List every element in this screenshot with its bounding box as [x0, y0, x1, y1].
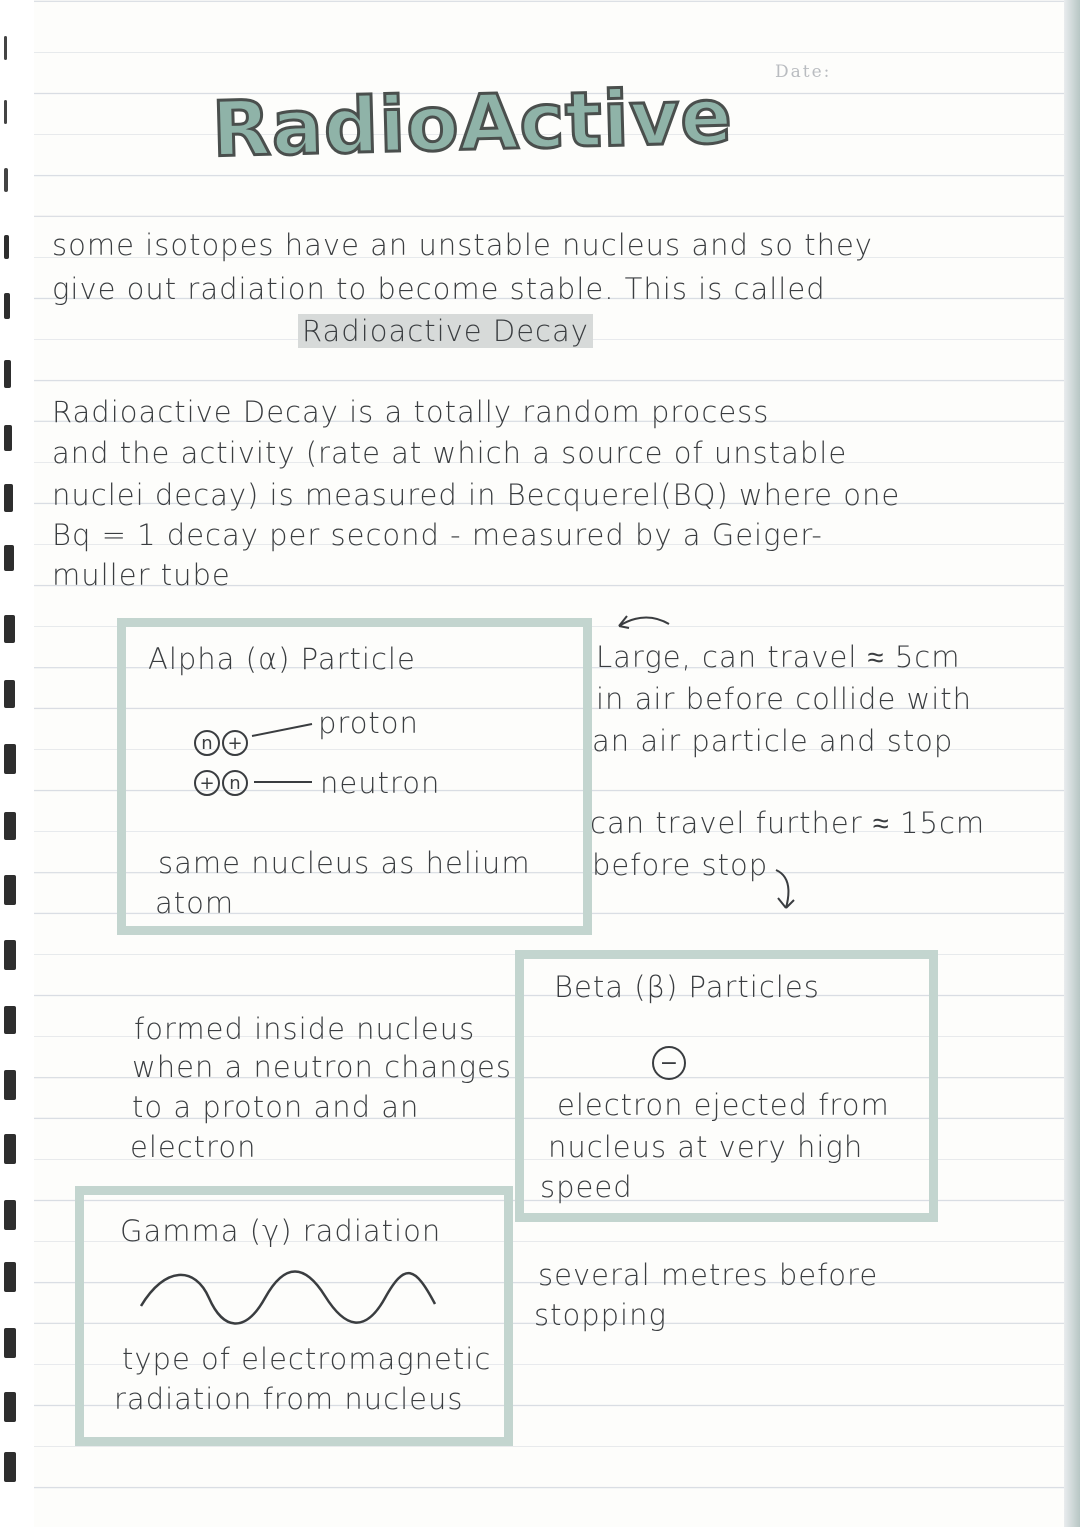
decay-line-3: nuclei decay) is measured in Becquerel(BQ) where one: [52, 478, 901, 512]
neutron-symbol: n: [222, 770, 248, 796]
binding-hole: [4, 1006, 16, 1034]
label-pointer-icon: [250, 720, 320, 800]
alpha-note-line-3: an air particle and stop: [592, 724, 954, 758]
alpha-desc-line-2: atom: [155, 886, 235, 920]
spiral-binding: [0, 0, 34, 1527]
beta-formed-line-2: when a neutron changes: [132, 1050, 512, 1084]
binding-hole: [4, 100, 7, 124]
beta-desc-line-2: nucleus at very high: [548, 1130, 864, 1164]
beta-range-line-1: can travel further ≈ 15cm: [590, 806, 986, 840]
curved-arrow-icon: [615, 608, 675, 634]
binding-hole: [4, 1134, 16, 1164]
gamma-desc-line-1: type of electromagnetic: [122, 1342, 492, 1376]
binding-hole: [4, 1200, 16, 1230]
decay-line-5: muller tube: [52, 558, 231, 592]
intro-line-2: give out radiation to become stable. This is called: [52, 272, 826, 306]
decay-line-2: and the activity (rate at which a source of unstable: [52, 436, 848, 470]
binding-hole: [4, 1070, 16, 1100]
gamma-range-line-2: stopping: [534, 1298, 667, 1332]
binding-hole: [4, 545, 14, 571]
page-title: RadioActive: [210, 71, 734, 174]
beta-desc-line-3: speed: [540, 1170, 633, 1204]
binding-hole: [4, 1328, 16, 1358]
neutron-symbol: n: [194, 730, 220, 756]
decay-line-1: Radioactive Decay is a totally random process: [52, 395, 770, 429]
decay-line-4: Bq = 1 decay per second - measured by a Geiger-: [52, 518, 823, 552]
intro-term: Radioactive Decay: [298, 314, 593, 348]
page-edge-shadow: [1064, 0, 1080, 1527]
beta-formed-line-3: to a proton and an: [132, 1090, 420, 1124]
down-arrow-icon: [770, 864, 810, 916]
binding-hole: [4, 235, 9, 259]
alpha-heading: Alpha (α) Particle: [148, 642, 416, 676]
intro-line-1: some isotopes have an unstable nucleus and so they: [52, 228, 873, 262]
alpha-desc-line-1: same nucleus as helium: [158, 846, 531, 880]
gamma-range-line-1: several metres before: [538, 1258, 879, 1292]
beta-formed-line-4: electron: [130, 1130, 257, 1164]
alpha-note-line-2: in air before collide with: [596, 682, 973, 716]
beta-formed-line-1: formed inside nucleus: [134, 1012, 476, 1046]
proton-label: proton: [318, 706, 419, 740]
binding-hole: [4, 812, 16, 840]
beta-desc-line-1: electron ejected from: [557, 1088, 890, 1122]
binding-hole: [4, 168, 8, 192]
proton-symbol: +: [222, 730, 248, 756]
binding-hole: [4, 1452, 16, 1482]
binding-hole: [4, 744, 16, 774]
beta-heading: Beta (β) Particles: [554, 970, 820, 1004]
gamma-heading: Gamma (γ) radiation: [120, 1214, 442, 1248]
binding-hole: [4, 360, 11, 388]
neutron-label: neutron: [320, 766, 441, 800]
date-label: Date:: [775, 62, 832, 82]
binding-hole: [4, 36, 7, 60]
binding-hole: [4, 940, 16, 970]
gamma-desc-line-2: radiation from nucleus: [114, 1382, 464, 1416]
binding-hole: [4, 1262, 16, 1292]
binding-hole: [4, 293, 10, 319]
binding-hole: [4, 1392, 16, 1422]
alpha-note-line-1: Large, can travel ≈ 5cm: [596, 640, 961, 674]
proton-symbol: +: [194, 770, 220, 796]
beta-range-line-2: before stop: [592, 848, 769, 882]
binding-hole: [4, 615, 15, 643]
electron-symbol: −: [652, 1046, 686, 1080]
binding-hole: [4, 680, 15, 708]
binding-hole: [4, 425, 12, 451]
binding-hole: [4, 875, 16, 905]
wave-icon: [135, 1258, 445, 1338]
binding-hole: [4, 484, 13, 512]
